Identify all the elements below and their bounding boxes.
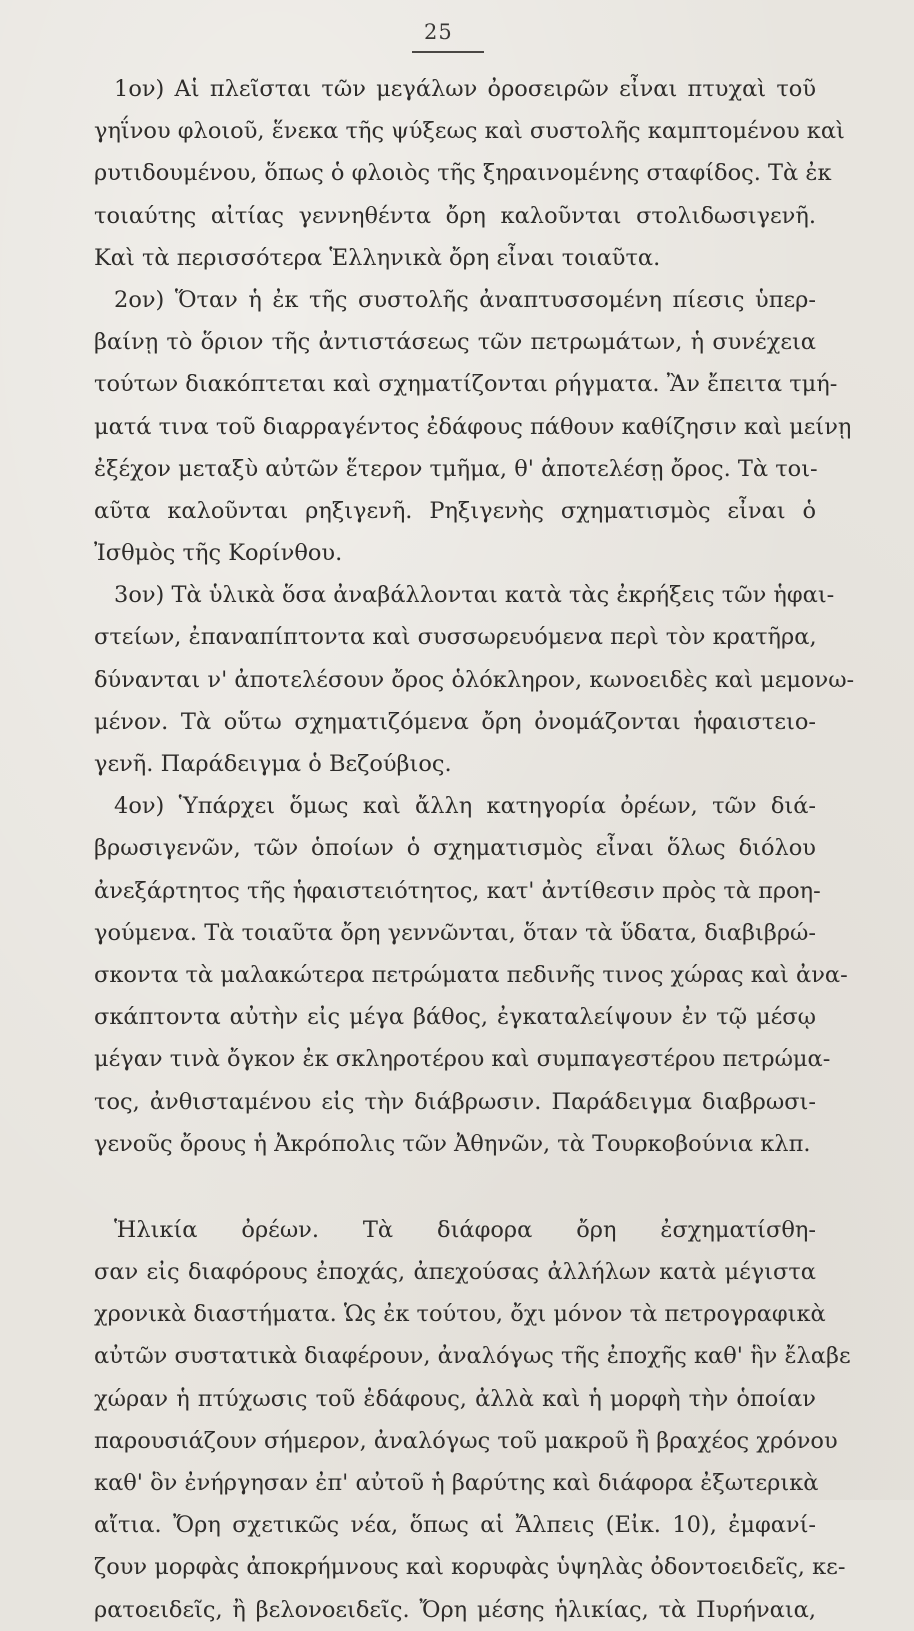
text-line: αἴτια. Ὄρη σχετικῶς νέα, ὅπως αἱ Ἄλπεις (Εἰκ. 10), ἐμφανί- [94, 1512, 816, 1539]
text-line: παρουσιάζουν σήμερον, ἀναλόγως τοῦ μακροῦ ἢ βραχέος χρόνου [94, 1427, 838, 1454]
text-line: τος, ἀνθισταμένου εἰς τὴν διάβρωσιν. Παράδειγμα διαβρωσι- [94, 1088, 816, 1115]
text-line: τούτων διακόπτεται καὶ σχηματίζονται ρήγματα. Ἂν ἔπειτα τμή- [94, 371, 838, 398]
text-line: μένον. Τὰ οὕτω σχηματιζόμενα ὄρη ὀνομάζονται ἡφαιστειο- [94, 708, 816, 735]
section-gap [94, 1165, 816, 1209]
text-line: ρατοειδεῖς, ἢ βελονοειδεῖς. Ὄρη μέσης ἡλικίας, τὰ Πυρήναια, [94, 1596, 816, 1623]
text-line: ματά τινα τοῦ διαρραγέντος ἐδάφους πάθουν καθίζησιν καὶ μείνῃ [94, 413, 852, 440]
text-line: Ἰσθμὸς τῆς Κορίνθου. [94, 540, 343, 567]
text-line: γενῆ. Παράδειγμα ὁ Βεζούβιος. [94, 751, 452, 777]
text-line: καθ' ὃν ἐνήργησαν ἐπ' αὐτοῦ ἡ βαρύτης καὶ διάφορα ἐξωτερικὰ [94, 1470, 819, 1496]
text-line: μέγαν τινὰ ὄγκον ἐκ σκληροτέρου καὶ συμπαγεστέρου πετρώμα- [94, 1046, 831, 1073]
page-number-rule [412, 51, 484, 53]
text-line: ρυτιδουμένου, ὅπως ὁ φλοιὸς τῆς ξηραινομένης σταφίδος. Τὰ ἐκ [94, 160, 832, 187]
text-line: 1ον) Αἱ πλεῖσται τῶν μεγάλων ὀροσειρῶν εἶναι πτυχαὶ τοῦ [114, 76, 816, 102]
text-line: αὐτῶν συστατικὰ διαφέρουν, ἀναλόγως τῆς ἐποχῆς καθ' ἣν ἔλαβε [94, 1343, 851, 1370]
page-number: 25 [424, 20, 453, 44]
text-line: σκοντα τὰ μαλακώτερα πετρώματα πεδινῆς τινος χώρας καὶ ἀνα- [94, 961, 848, 988]
text-line: χώραν ἡ πτύχωσις τοῦ ἐδάφους, ἀλλὰ καὶ ἡ μορφὴ τὴν ὁποίαν [94, 1385, 816, 1412]
text-line: ἐξέχον μεταξὺ αὐτῶν ἕτερον τμῆμα, θ' ἀποτελέσῃ ὄρος. Τὰ τοι- [94, 455, 818, 482]
text-line: Ἡλικία ὀρέων. Τὰ διάφορα ὄρη ἐσχηματίσθη- [114, 1216, 816, 1243]
page-body-text [94, 68, 855, 1631]
text-line: σκάπτοντα αὐτὴν εἰς μέγα βάθος, ἐγκαταλείψουν ἐν τῷ μέσῳ [94, 1004, 816, 1031]
text-line: Καὶ τὰ περισσότερα Ἑλληνικὰ ὄρη εἶναι τοιαῦτα. [94, 244, 661, 271]
text-line: 2ον) Ὅταν ἡ ἐκ τῆς συστολῆς ἀναπτυσσομένη πίεσις ὑπερ- [114, 286, 816, 313]
text-line: ἀνεξάρτητος τῆς ἡφαιστειότητος, κατ' ἀντίθεσιν πρὸς τὰ προη- [94, 877, 821, 904]
text-line: σαν εἰς διαφόρους ἐποχάς, ἀπεχούσας ἀλλήλων κατὰ μέγιστα [94, 1259, 816, 1286]
text-line: αῦτα καλοῦνται ρηξιγενῆ. Ρηξιγενὴς σχηματισμὸς εἶναι ὁ [94, 497, 816, 524]
text-line: γηΐνου φλοιοῦ, ἕνεκα τῆς ψύξεως καὶ συστολῆς καμπτομένου καὶ [94, 118, 845, 145]
text-line: δύνανται ν' ἀποτελέσουν ὄρος ὁλόκληρον, κωνοειδὲς καὶ μεμονω- [94, 666, 855, 693]
text-line: 4ον) Ὑπάρχει ὅμως καὶ ἄλλη κατηγορία ὀρέων, τῶν διά- [114, 793, 816, 820]
text-line: ζουν μορφὰς ἀποκρήμνους καὶ κορυφὰς ὑψηλὰς ὀδοντοειδεῖς, κε- [94, 1554, 846, 1581]
text-line: γούμενα. Τὰ τοιαῦτα ὄρη γεννῶνται, ὅταν τὰ ὕδατα, διαβιβρώ- [94, 919, 816, 946]
text-line: βρωσιγενῶν, τῶν ὁποίων ὁ σχηματισμὸς εἶναι ὅλως διόλου [94, 835, 816, 862]
text-line: γενοῦς ὄρους ἡ Ἀκρόπολις τῶν Ἀθηνῶν, τὰ Τουρκοβούνια κλπ. [94, 1130, 811, 1157]
text-line: στείων, ἐπαναπίπτοντα καὶ συσσωρευόμενα περὶ τὸν κρατῆρα, [94, 624, 817, 651]
text-line: χρονικὰ διαστήματα. Ὡς ἐκ τούτου, ὄχι μόνον τὰ πετρογραφικὰ [94, 1301, 826, 1328]
text-line: 3ον) Τὰ ὑλικὰ ὅσα ἀναβάλλονται κατὰ τὰς ἐκρήξεις τῶν ἡφαι- [114, 582, 835, 609]
text-line: τοιαύτης αἰτίας γεννηθέντα ὄρη καλοῦνται στολιδωσιγενῆ. [94, 202, 816, 229]
text-line: βαίνῃ τὸ ὅριον τῆς ἀντιστάσεως τῶν πετρωμάτων, ἡ συνέχεια [94, 329, 816, 356]
